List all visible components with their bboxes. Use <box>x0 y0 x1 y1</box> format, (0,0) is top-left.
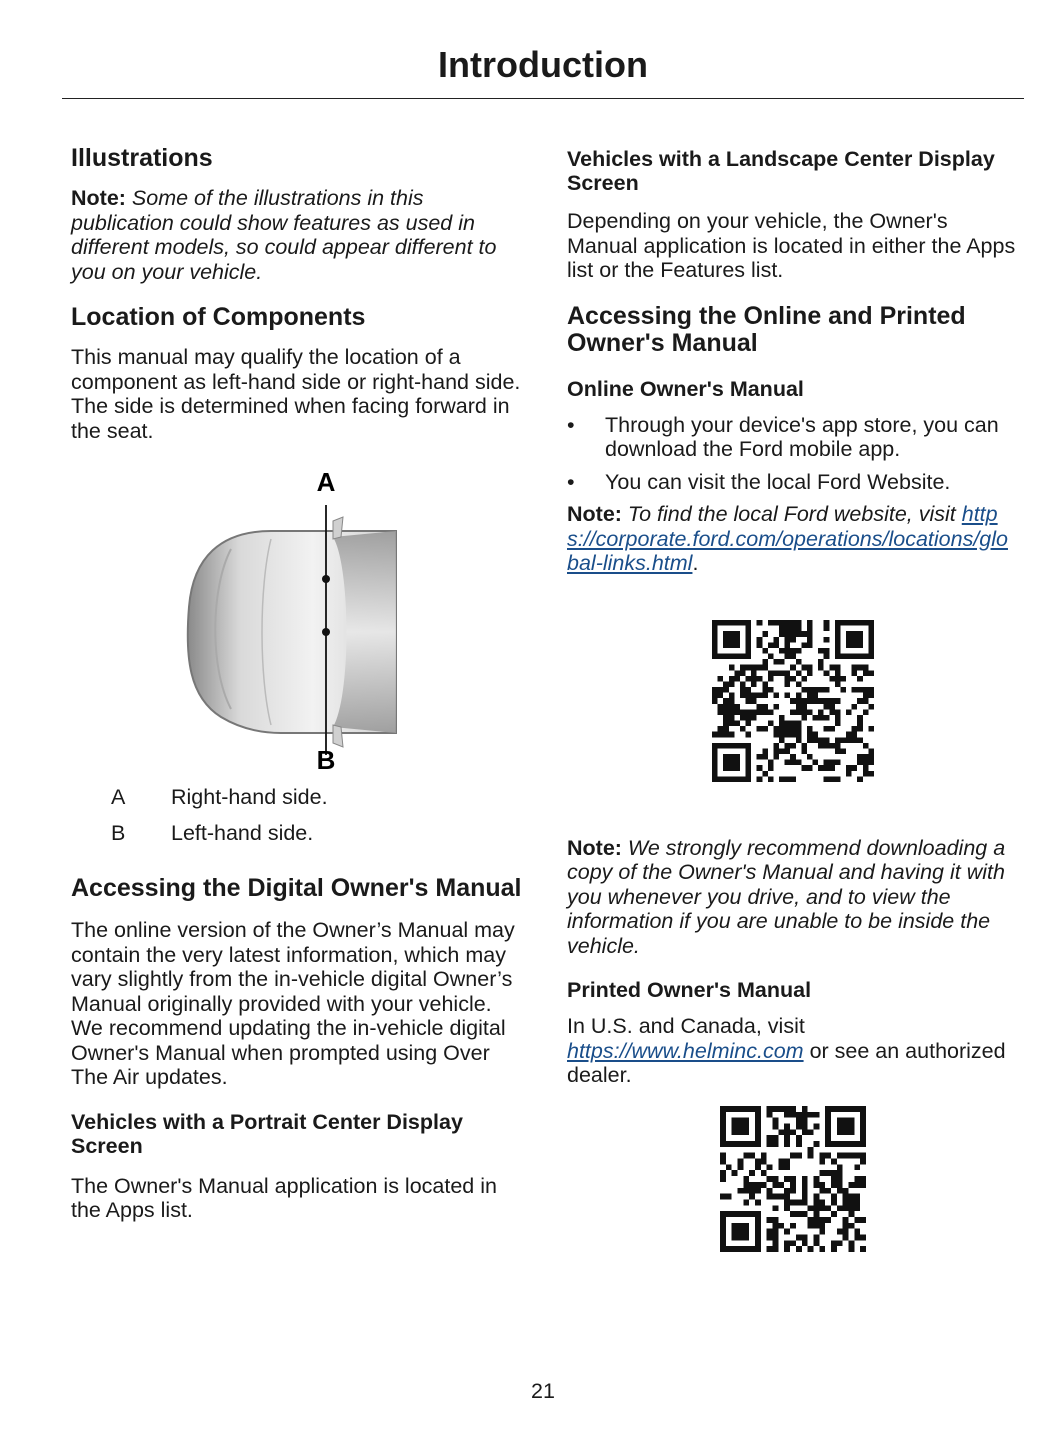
right-column <box>567 143 1019 1252</box>
list-item-text: You can visit the local Ford Website. <box>605 469 951 494</box>
illustrations-heading: Illustrations <box>71 144 213 172</box>
callout-key: A <box>111 785 126 809</box>
left-column <box>71 143 523 1237</box>
bullet-icon: • <box>567 469 575 494</box>
note-text: We strongly recommend downloading a copy of the Owner's Manual and having it with you whenever you drive, and to view the information if you are unable to be inside the vehicle. <box>567 835 1006 958</box>
illustrations-note <box>71 186 523 284</box>
landscape-heading: Vehicles with a Landscape Center Display Screen <box>567 147 995 195</box>
car-mirror-left <box>333 725 343 747</box>
note-label: Note: <box>567 835 622 860</box>
location-heading: Location of Components <box>71 303 366 331</box>
ford-global-links-link[interactable]: https://corporate.ford.com/operations/locations/global-links.html <box>567 502 1008 575</box>
figure-label-a: A <box>316 467 336 497</box>
digital-body: The online version of the Owner’s Manual may contain the very latest information, which may vary slightly from the in-vehicle digital Owner’s Manual originally provided with your vehicle. We recommend updating the in-vehicle digital Owner's Manual when prompted using Over The Air updates. <box>71 918 515 1089</box>
note-end: . <box>692 551 699 575</box>
list-item <box>567 413 1019 462</box>
list-item-text: Through your device's app store, you can download the Ford mobile app. <box>605 412 999 461</box>
printed-text-after: or see an authorized dealer. <box>567 1038 1006 1087</box>
vehicle-figure <box>71 457 523 777</box>
qr-code-online-wrap <box>567 620 1019 782</box>
callout-text: Left-hand side. <box>171 821 314 845</box>
online-heading: Online Owner's Manual <box>567 376 804 401</box>
note-text: Some of the illustrations in this publication could show features as used in different models, so could appear different to you on your vehicle. <box>71 186 497 284</box>
recommend-note <box>567 836 1019 959</box>
landscape-body: Depending on your vehicle, the Owner's Manual application is located in either the Apps list or the Features list. <box>567 209 1016 282</box>
note-text: To find the local Ford website, visit <box>627 502 956 526</box>
digital-heading: Accessing the Digital Owner's Manual <box>71 874 522 902</box>
page-number: 21 <box>531 1379 555 1403</box>
callout-row <box>71 821 523 845</box>
location-body: This manual may qualify the location of a component as left-hand side or right-hand side. The side is determined when facing forward in the seat. <box>71 345 521 443</box>
marker-dot-a <box>322 575 330 583</box>
bullet-icon: • <box>567 412 575 437</box>
note-label: Note: <box>71 186 126 210</box>
printed-text-before: In U.S. and Canada, visit <box>567 1014 805 1038</box>
helminc-link[interactable]: https://www.helminc.com <box>567 1038 804 1063</box>
vehicle-top-view-illustration <box>71 457 523 777</box>
marker-dot-b <box>322 628 330 636</box>
title-divider <box>62 98 1024 99</box>
callout-key: B <box>111 821 126 845</box>
qr-code-printed-wrap <box>567 1106 1019 1252</box>
online-printed-heading: Accessing the Online and Printed Owner's Manual <box>567 301 966 357</box>
callout-list <box>71 785 523 845</box>
page-title: Introduction <box>438 44 648 85</box>
portrait-body: The Owner's Manual application is located in the Apps list. <box>71 1173 497 1222</box>
figure-label-b: B <box>316 745 336 775</box>
qr-code-printed[interactable] <box>720 1106 866 1252</box>
online-bullet-list <box>567 413 1019 495</box>
portrait-heading: Vehicles with a Portrait Center Display Screen <box>71 1109 463 1158</box>
online-note <box>567 502 1019 576</box>
printed-heading: Printed Owner's Manual <box>567 978 812 1002</box>
qr-code-online[interactable] <box>712 620 874 782</box>
callout-text: Right-hand side. <box>171 785 328 809</box>
list-item <box>567 470 1019 495</box>
car-mirror-right <box>333 517 343 539</box>
printed-body <box>567 1014 1019 1088</box>
note-label: Note: <box>567 502 622 526</box>
callout-row <box>71 785 523 809</box>
